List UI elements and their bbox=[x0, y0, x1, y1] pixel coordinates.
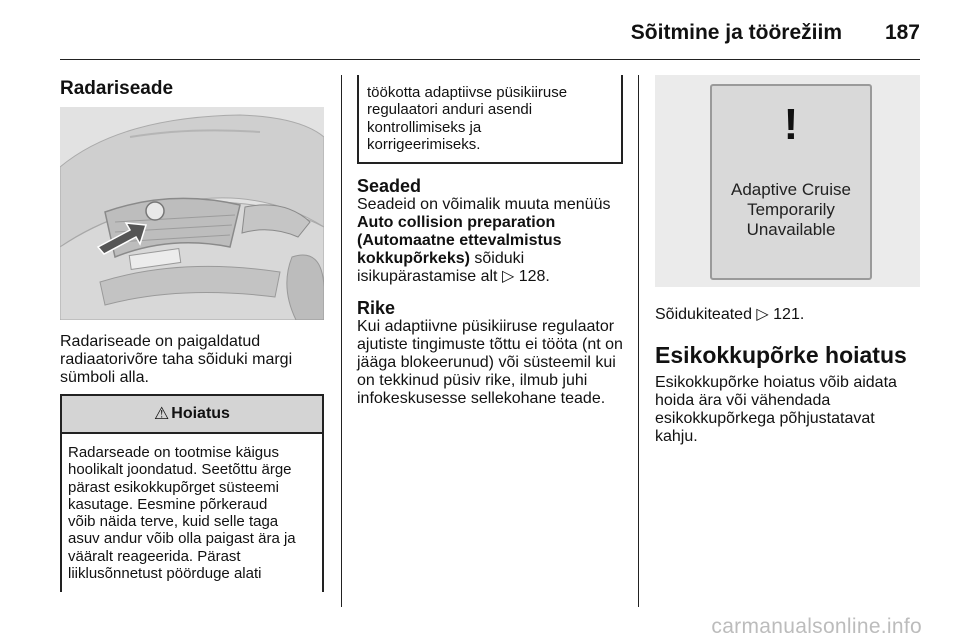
warning-box bbox=[60, 394, 324, 592]
radar-intro-text: Radariseade on paigaldatud radiaatorivõre taha sõiduki margi sümboli alla. bbox=[60, 333, 293, 386]
car-front-illustration bbox=[60, 107, 324, 320]
page-reference-128: isikupärastamise alt ▷ 128. bbox=[357, 268, 550, 285]
column-divider-1 bbox=[341, 75, 342, 607]
menu-item-auto-collision: Auto collision preparation bbox=[357, 214, 556, 231]
collision-warning-text: Esikokkupõrke hoiatus võib aidata hoida ära või vähendada esikokkupõrkega põhjustatavat kahju. bbox=[655, 374, 897, 445]
display-message-image bbox=[655, 75, 920, 287]
radar-car-image bbox=[60, 107, 324, 320]
display-message-text: Adaptive Cruise Temporarily Unavailable bbox=[730, 180, 851, 239]
section-title-settings: Seaded bbox=[357, 176, 422, 196]
section-title-radar: Radariseade bbox=[60, 78, 174, 99]
driver-info-display bbox=[710, 84, 872, 280]
page-number: 187 bbox=[884, 21, 920, 44]
section-title-collision-warning: Esikokkupõrke hoiatus bbox=[655, 342, 907, 368]
watermark: carmanualsonline.info bbox=[711, 615, 922, 638]
warning-header bbox=[62, 396, 322, 434]
warning-box-continued: töökotta adaptiivse püsikiiruse regulaatori anduri asendi kontrollimiseks ja korrigeerimiseks. bbox=[357, 75, 623, 164]
page-header bbox=[60, 0, 920, 60]
warning-title: Hoiatus bbox=[171, 405, 230, 422]
settings-text: Seadeid on võimalik muuta menüüs Auto collision preparation (Automaatne ettevalmistus kokkupõrkeks) sõiduki isikupärastamise alt ▷ 128. bbox=[357, 196, 611, 285]
column-divider-2 bbox=[638, 75, 639, 607]
header-title: Sõitmine ja töörežiim bbox=[630, 21, 842, 44]
section-title-fault: Rike bbox=[357, 298, 396, 318]
warning-text: Radarseade on tootmise käigus hoolikalt joondatud. Seetõttu ärge pärast esikokkupõrget süsteemi kasutage. Eesmine põrkeraud võib näida terve, kuid selle taga asuv andur võib olla paigast ära ja vääralt reageerida. Pärast liiklusõnnetust pöörduge alati bbox=[68, 444, 296, 583]
vehicle-messages-reference: Sõidukiteated ▷ 121. bbox=[655, 306, 805, 323]
fault-text: Kui adaptiivne püsikiiruse regulaator ajutiste tingimuste tõttu ei tööta (nt on jääga blokeerunud) või süsteemil kui on tekkinud püsiv rike, ilmub juhi infokeskusesse sellekohane teade. bbox=[357, 318, 623, 407]
warning-triangle-icon: ⚠ bbox=[154, 404, 170, 423]
exclamation-icon: ! bbox=[783, 100, 799, 149]
